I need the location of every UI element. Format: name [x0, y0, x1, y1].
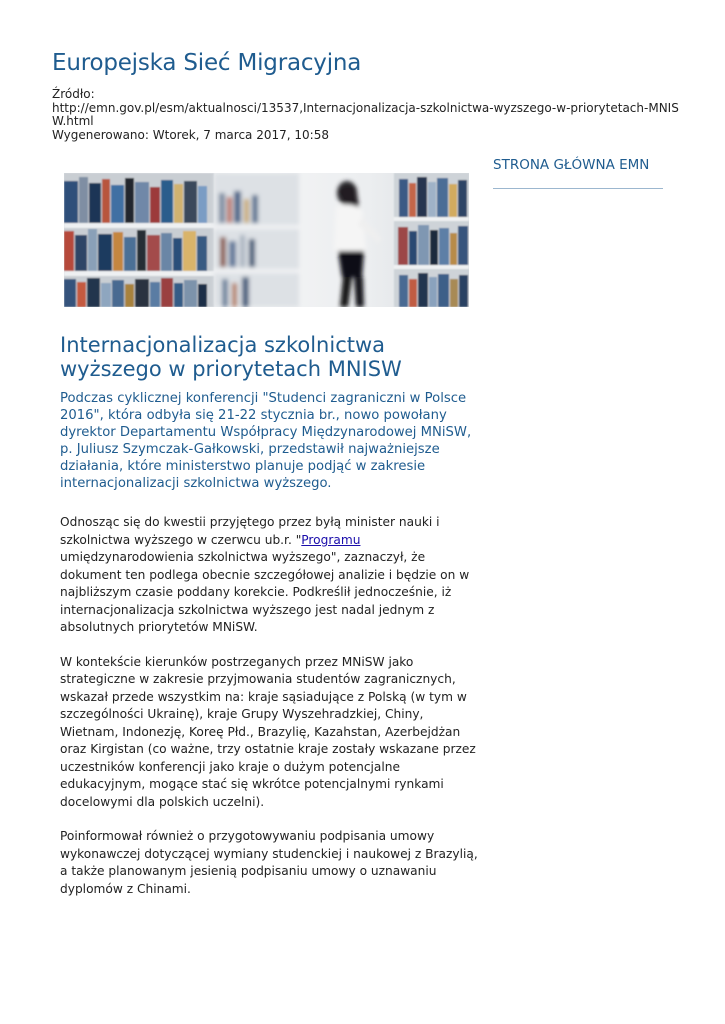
source-meta [52, 88, 682, 142]
hero-image [64, 173, 469, 307]
paragraph-1 [60, 514, 480, 637]
paragraph-1-start: Odnosząc się do kwestii przyjętego przez byłą minister nauki i szkolnictwa wyższego w czerwcu ub.r. " [60, 515, 440, 547]
article-lead: Podczas cyklicznej konferencji "Studenci zagraniczni w Polsce 2016", która odbyła się 21-22 stycznia br., nowo powołany dyrektor Departamentu Współpracy Międzynarodowej MNiSW, p. Juliusz Szymczak-Gałkowski, przedstawił najważniejsze działania, które ministerstwo planuje podjąć w zakresie internacjonalizacji szkolnictwa wyższego. [60, 391, 472, 491]
sidebar-divider [493, 188, 663, 189]
source-url: http://emn.gov.pl/esm/aktualnosci/13537,Internacjonalizacja-szkolnictwa-wyzszego-w-priorytetach-MNISW.html [52, 100, 679, 128]
article-body [60, 514, 480, 915]
site-title: Europejska Sieć Migracyjna [52, 50, 362, 76]
article-title: Internacjonalizacja szkolnictwa wyższego w priorytetach MNISW [60, 333, 402, 381]
source-label: Źródło: [52, 87, 95, 101]
home-link[interactable]: STRONA GŁÓWNA EMN [493, 157, 650, 173]
program-link[interactable]: Programu [301, 532, 361, 547]
paragraph-1-end: umiędzynarodowienia szkolnictwa wyższego", zaznaczył, że dokument ten podlega obecnie szczegółowej analizie i będzie on w najbliższym czasie poddany korekcie. Podkreślił jednocześnie, iż internacjonalizacja szkolnictwa wyższego jest nadal jednym z absolutnych priorytetów MNiSW. [60, 550, 470, 634]
paragraph-3: Poinformował również o przygotowywaniu podpisania umowy wykonawczej dotyczącej wymiany studenckiej i naukowej z Brazylią, a także planowanym jesienią podpisaniu umowy o uznawaniu dyplomów z Chinami. [60, 829, 478, 896]
generated-line [52, 129, 682, 143]
generated-date: Wtorek, 7 marca 2017, 10:58 [152, 127, 329, 142]
paragraph-2: W kontekście kierunków postrzeganych przez MNiSW jako strategiczne w zakresie przyjmowania studentów zagranicznych, wskazał przede wszystkim na: kraje sąsiadujące z Polską (w tym w szczególności Ukrainę), kraje Grupy Wyszehradzkiej, Chiny, Wietnam, Indonezję, Koreę Płd., Brazylię, Kazahstan, Azerbejdżan oraz Kirgistan (co ważne, trzy ostatnie kraje zostały wskazane przez uczestników konferencji jako kraje o dużym potencjalne edukacyjnym, mogące stać się wkrótce potencjalnymi rynkami docelowymi dla polskich uczelni). [60, 654, 476, 809]
library-illustration [64, 173, 469, 307]
generated-label: Wygenerowano: [52, 127, 149, 142]
